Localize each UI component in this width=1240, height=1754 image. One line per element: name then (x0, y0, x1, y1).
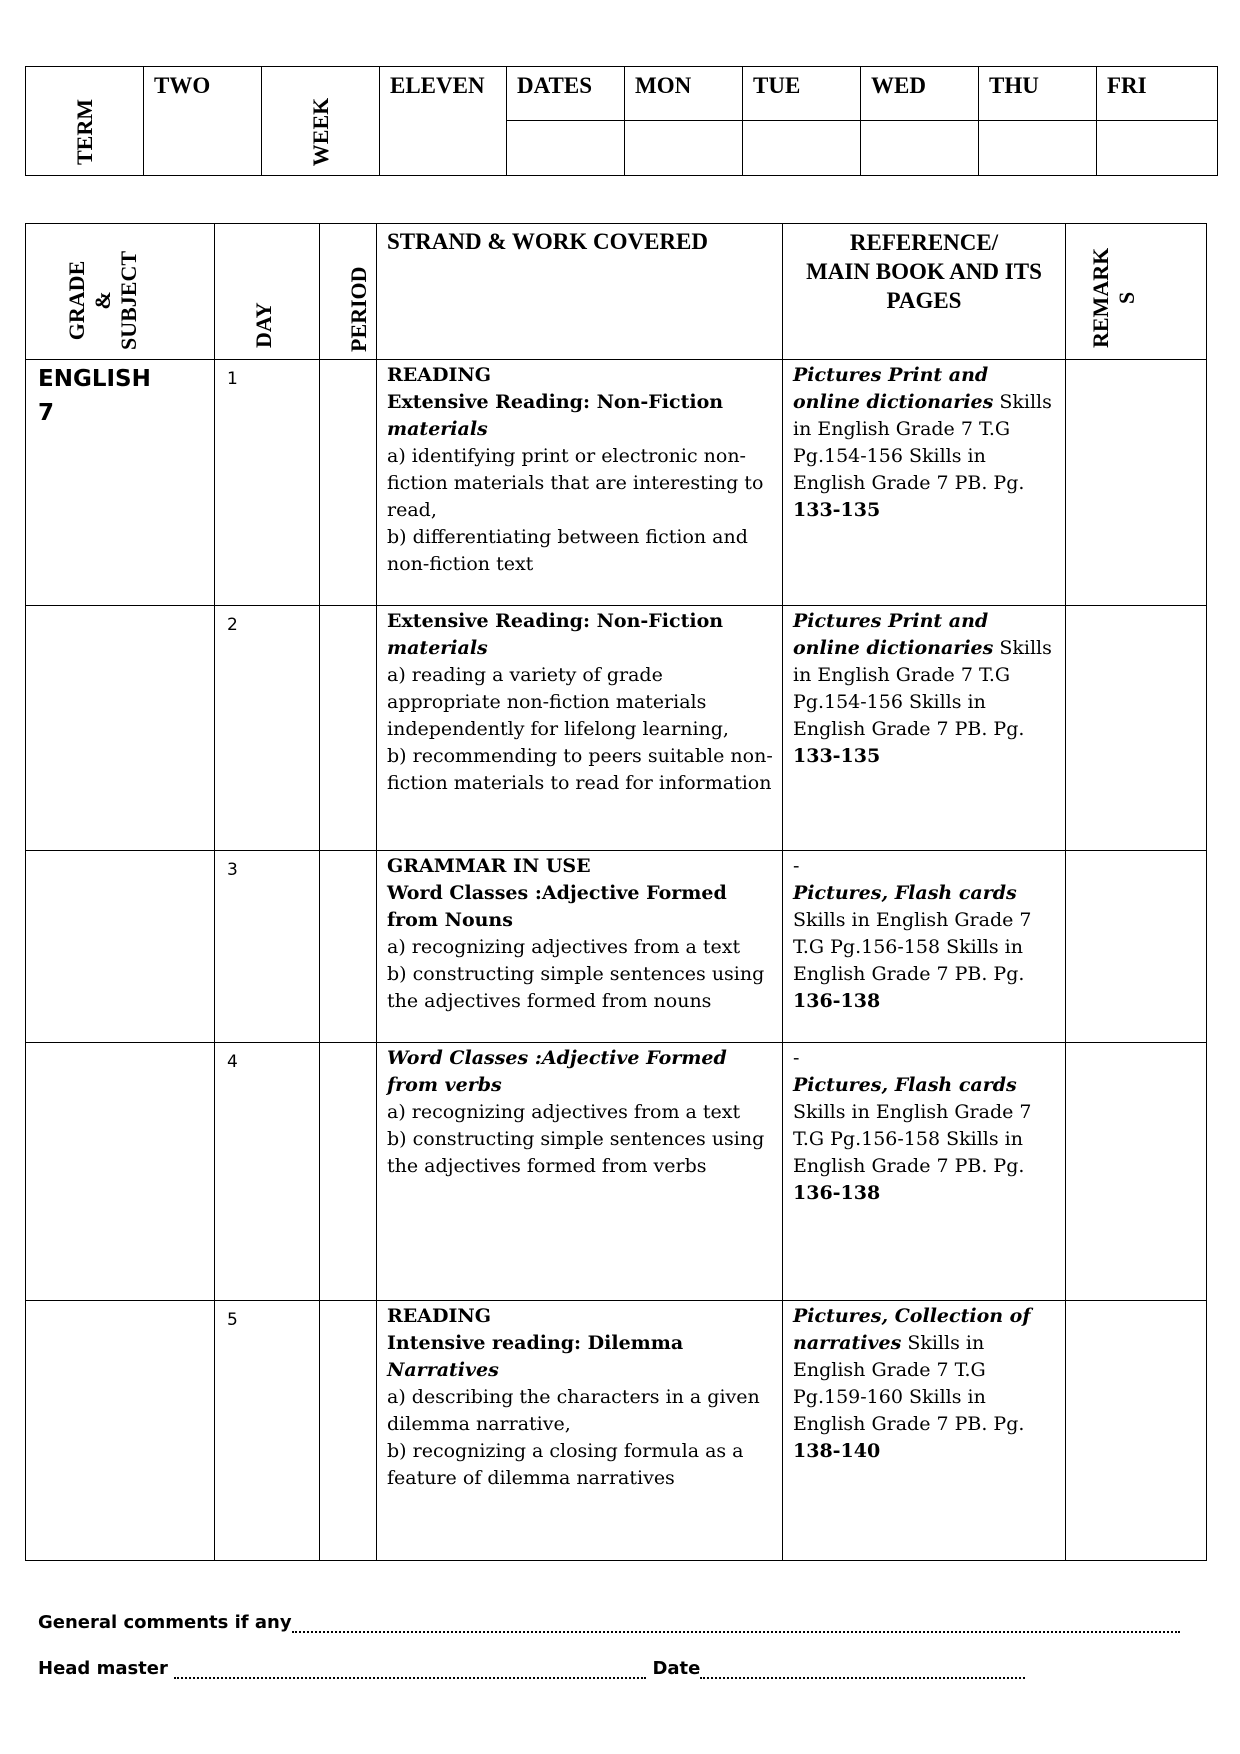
outcome-b: b) recognizing a closing formula as a feature of dilemma narratives (387, 1440, 744, 1489)
remarks-cell (1066, 360, 1207, 606)
period-cell (320, 1043, 377, 1301)
reference-cell (783, 1043, 1066, 1301)
remarks-cell (1066, 1043, 1207, 1301)
reference-header (783, 224, 1066, 360)
day-label-thu: THU (989, 73, 1039, 98)
date-field[interactable] (700, 1663, 1025, 1679)
reference-books: Skills in English Grade 7 T.G Pg.156-158 Skills in English Grade 7 PB. Pg. (793, 909, 1032, 985)
general-comments-field[interactable] (292, 1617, 1180, 1633)
week-label: WEEK (307, 97, 333, 167)
outcome-a: a) recognizing adjectives from a text (387, 1101, 741, 1123)
term-label-cell (26, 67, 144, 176)
reference-cell (783, 1301, 1066, 1561)
table-row (26, 606, 1207, 851)
outcome-a: a) identifying print or electronic non-fiction materials that are interesting to read, (387, 445, 764, 521)
grade-subject-label: GRADE & SUBJECT (64, 250, 141, 350)
date-tue-cell (743, 121, 861, 176)
outcome-a: a) reading a variety of grade appropriate non-fiction materials independently for lifelong learning, (387, 664, 729, 740)
subject-cell (26, 360, 215, 606)
reference-resources: Pictures Print and online dictionaries (793, 610, 994, 659)
day-header (215, 224, 320, 360)
date-wed-cell (861, 121, 979, 176)
reference-books: Skills in English Grade 7 T.G Pg.156-158 Skills in English Grade 7 PB. Pg. (793, 1101, 1032, 1177)
day-header-wed (861, 67, 979, 121)
day-number: 5 (227, 1310, 238, 1330)
week-value-cell (380, 67, 507, 176)
outcome-b: b) constructing simple sentences using the adjectives formed from verbs (387, 1128, 765, 1177)
date-thu-cell (979, 121, 1097, 176)
strand-cell (377, 606, 783, 851)
reference-cell (783, 851, 1066, 1043)
day-number: 1 (227, 369, 238, 389)
reference-books: Skills in English Grade 7 T.G Pg.154-156 Skills in English Grade 7 PB. Pg. (793, 637, 1052, 740)
term-label: TERM (71, 99, 97, 165)
reference-pages: 133-135 (793, 745, 881, 767)
subject-cell (26, 1043, 215, 1301)
strand-title: GRAMMAR IN USE (387, 855, 591, 877)
day-cell (215, 1301, 320, 1561)
remarks-header (1066, 224, 1207, 360)
period-cell (320, 606, 377, 851)
reference-pages: 136-138 (793, 1182, 881, 1204)
lesson-plan-table (25, 223, 1207, 1561)
day-header-mon (625, 67, 743, 121)
signature-line (38, 1658, 1025, 1679)
day-header-fri (1097, 67, 1218, 121)
period-cell (320, 1301, 377, 1561)
strand-cell (377, 360, 783, 606)
table-row (26, 1043, 1207, 1301)
dates-label: DATES (517, 73, 592, 98)
lesson-topic: Intensive reading: Dilemma (387, 1332, 684, 1354)
outcome-b: b) recommending to peers suitable non- fiction materials to read for information (387, 745, 773, 794)
outcome-a: a) recognizing adjectives from a text (387, 936, 741, 958)
period-cell (320, 851, 377, 1043)
outcome-a: a) describing the characters in a given dilemma narrative, (387, 1386, 760, 1435)
day-number: 3 (227, 860, 238, 880)
head-master-field[interactable] (174, 1663, 646, 1679)
general-comments-line (38, 1612, 1180, 1633)
lesson-topic: Word Classes :Adjective Formed from Nouns (387, 882, 727, 931)
reference-resources: Pictures, Flash cards (793, 1074, 1017, 1096)
strand-title: READING (387, 1305, 491, 1327)
day-cell (215, 360, 320, 606)
strand-header (377, 224, 783, 360)
date-fri-cell (1097, 121, 1218, 176)
remarks-column-label: REMARK S (1088, 247, 1139, 348)
table-row (26, 851, 1207, 1043)
strand-title: READING (387, 364, 491, 386)
day-number: 4 (227, 1052, 238, 1072)
day-cell (215, 851, 320, 1043)
reference-pages: 136-138 (793, 990, 881, 1012)
term-week-header-table (25, 66, 1218, 176)
day-label-tue: TUE (753, 73, 801, 98)
term-value-cell (144, 67, 262, 176)
lesson-topic-italic: materials (387, 637, 488, 659)
period-header (320, 224, 377, 360)
lesson-topic: Word Classes :Adjective Formed from verbs (387, 1047, 727, 1096)
lesson-topic-italic: materials (387, 418, 488, 440)
outcome-b: b) differentiating between fiction and non-fiction text (387, 526, 748, 575)
reference-cell (783, 360, 1066, 606)
subject-cell (26, 1301, 215, 1561)
outcome-b: b) constructing simple sentences using the adjectives formed from nouns (387, 963, 765, 1012)
dates-blank-cell (507, 121, 625, 176)
reference-dash: - (793, 1047, 800, 1069)
reference-column-label: REFERENCE/ MAIN BOOK AND ITS PAGES (806, 230, 1042, 313)
day-cell (215, 1043, 320, 1301)
period-column-label: PERIOD (346, 266, 371, 352)
term-value: TWO (154, 73, 211, 98)
day-number: 2 (227, 615, 238, 635)
reference-cell (783, 606, 1066, 851)
reference-resources: Pictures, Flash cards (793, 882, 1017, 904)
reference-books: Skills in English Grade 7 T.G Pg.159-160 Skills in English Grade 7 PB. Pg. (793, 1332, 1025, 1435)
general-comments-label: General comments if any (38, 1612, 292, 1633)
date-mon-cell (625, 121, 743, 176)
head-master-label: Head master (38, 1658, 168, 1679)
remarks-cell (1066, 851, 1207, 1043)
dates-label-cell (507, 67, 625, 121)
remarks-cell (1066, 606, 1207, 851)
reference-resources: Pictures, Collection of narratives (793, 1305, 1031, 1354)
column-header-row (26, 224, 1207, 360)
reference-pages: 138-140 (793, 1440, 881, 1462)
grade-subject-header (26, 224, 215, 360)
week-label-cell (262, 67, 380, 176)
day-label-mon: MON (635, 73, 692, 98)
lesson-topic-italic: Narratives (387, 1359, 499, 1381)
lesson-topic: Extensive Reading: Non-Fiction (387, 391, 724, 413)
remarks-cell (1066, 1301, 1207, 1561)
date-label: Date (652, 1658, 701, 1679)
subject-cell (26, 606, 215, 851)
table-row (26, 1301, 1207, 1561)
subject-cell (26, 851, 215, 1043)
strand-cell (377, 1043, 783, 1301)
period-cell (320, 360, 377, 606)
day-cell (215, 606, 320, 851)
strand-column-label: STRAND & WORK COVERED (387, 229, 708, 254)
day-header-thu (979, 67, 1097, 121)
week-value: ELEVEN (390, 73, 485, 98)
reference-dash: - (793, 855, 800, 877)
reference-books: Skills in English Grade 7 T.G Pg.154-156 Skills in English Grade 7 PB. Pg. (793, 391, 1052, 494)
strand-cell (377, 851, 783, 1043)
reference-pages: 133-135 (793, 499, 881, 521)
day-header-tue (743, 67, 861, 121)
subject-label: ENGLISH 7 (38, 366, 151, 426)
reference-resources: Pictures Print and online dictionaries (793, 364, 994, 413)
day-column-label: DAY (251, 302, 276, 348)
strand-cell (377, 1301, 783, 1561)
day-label-fri: FRI (1107, 73, 1147, 98)
lesson-topic: Extensive Reading: Non-Fiction (387, 610, 724, 632)
day-label-wed: WED (871, 73, 926, 98)
table-row (26, 360, 1207, 606)
